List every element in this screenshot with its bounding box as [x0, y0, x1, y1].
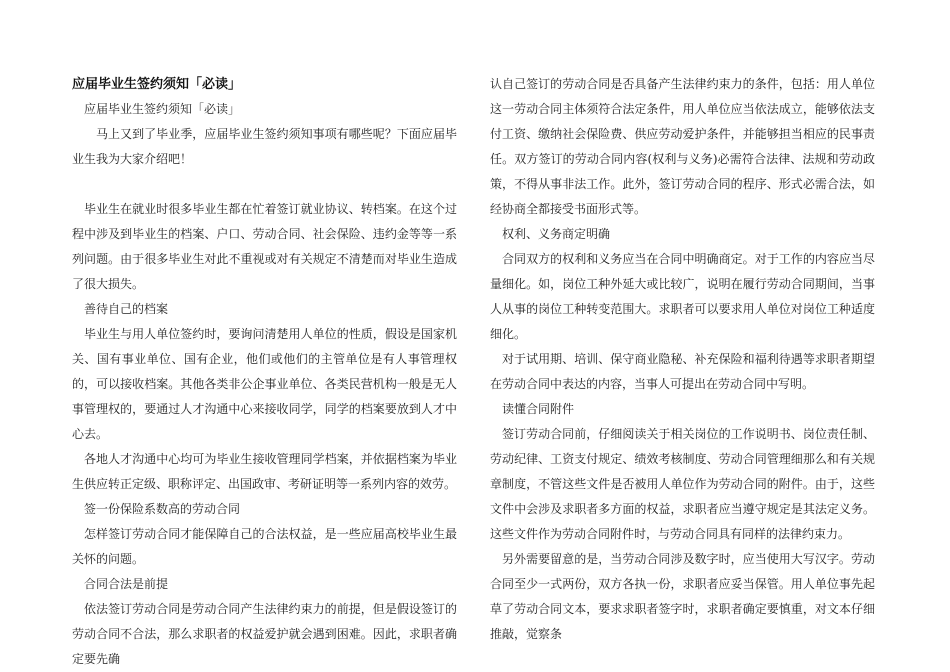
paragraph: 各地人才沟通中心均可为毕业生接收管理同学档案，并依据档案为毕业生供应转正定级、职称评定、出国政审、考研证明等一系列内容的效劳。: [72, 452, 457, 491]
paragraph-gap: [72, 172, 457, 197]
paragraph: 合同双方的权利和义务应当在合同中明确商定。对于工作的内容应当尽量细化。如，岗位工种外延大或比较广，说明在履行劳动合同期间，当事人从事的岗位工种转变范围大。求职者可以要求用人单位对岗位工种适度细化。: [490, 252, 875, 341]
section-heading: 签一份保险系数高的劳动合同: [84, 502, 241, 516]
right-column: [490, 72, 875, 647]
paragraph: 依法签订劳动合同是劳动合同产生法律约束力的前提，但是假设签订的劳动合同不合法，那么求职者的权益爱护就会遇到困难。因此，求职者确定要先确: [72, 602, 457, 666]
section-heading: 读懂合同附件: [502, 402, 575, 416]
paragraph: 认自己签订的劳动合同是否具备产生法律约束力的条件，包括：用人单位这一劳动合同主体须符合法定条件，用人单位应当依法成立，能够依法支付工资、缴纳社会保险费、供应劳动爱护条件，并能够担当相应的民事责任。双方签订的劳动合同内容(权利与义务)必需符合法律、法规和劳动政策，不得从事非法工作。此外，签订劳动合同的程序、形式必需合法，如经协商全都接受书面形式等。: [490, 77, 875, 216]
paragraph: 毕业生与用人单位签约时，要询问清楚用人单位的性质，假设是国家机关、国有事业单位、国有企业，他们或他们的主管单位是有人事管理权的，可以接收档案。其他各类非公企事业单位、各类民营机构一般是无人事管理权的，要通过人才沟通中心来接收同学，同学的档案要放到人才中心去。: [72, 327, 457, 441]
paragraph: 怎样签订劳动合同才能保障自己的合法权益，是一些应届高校毕业生最关怀的问题。: [72, 527, 457, 566]
paragraph: 对于试用期、培训、保守商业隐秘、补充保险和福利待遇等求职者期望在劳动合同中表达的内容，当事人可提出在劳动合同中写明。: [490, 352, 875, 391]
paragraph: 签订劳动合同前，仔细阅读关于相关岗位的工作说明书、岗位责任制、劳动纪律、工资支付规定、绩效考核制度、劳动合同管理细那么和有关规章制度，不管这些文件是否被用人单位作为劳动合同的附件。由于，这些文件中会涉及求职者多方面的权益，求职者应当遵守规定是其法定义务。这些文件作为劳动合同附件时，与劳动合同具有同样的法律约束力。: [490, 427, 875, 541]
document-title: 应届毕业生签约须知「必读」: [72, 77, 242, 92]
paragraph: 另外需要留意的是，当劳动合同涉及数字时，应当使用大写汉字。劳动合同至少一式两份，双方各执一份，求职者应妥当保管。用人单位事先起草了劳动合同文本，要求求职者签字时，求职者确定要慎重，对文本仔细推敲，觉察条: [490, 552, 875, 641]
left-column: [72, 72, 457, 672]
section-heading: 善待自己的档案: [84, 302, 169, 316]
paragraph: 毕业生在就业时很多毕业生都在忙着签订就业协议、转档案。在这个过程中涉及到毕业生的档案、户口、劳动合同、社会保险、违约金等等一系列问题。由于很多毕业生对此不重视或对有关规定不清楚而对毕业生造成了很大损失。: [72, 202, 457, 291]
intro-paragraph: 马上又到了毕业季，应届毕业生签约须知事项有哪些呢？下面应届毕业生我为大家介绍吧！: [72, 127, 457, 166]
section-heading: 合同合法是前提: [84, 577, 169, 591]
section-heading: 权利、义务商定明确: [502, 227, 611, 241]
document-subtitle: 应届毕业生签约须知「必读」: [84, 102, 241, 116]
